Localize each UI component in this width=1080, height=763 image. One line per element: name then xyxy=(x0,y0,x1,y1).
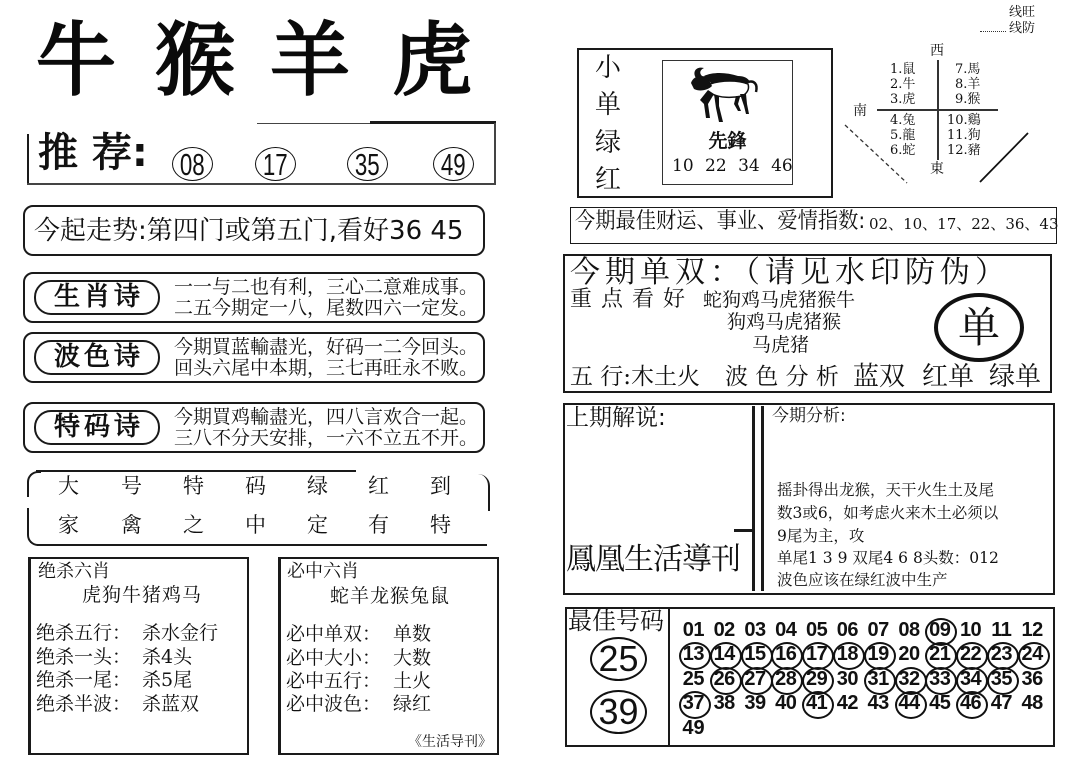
kill-item-value: 杀4头 xyxy=(142,646,193,668)
number-cell: 10 xyxy=(959,619,982,642)
legend-guard-line: 线防 xyxy=(1009,21,1036,36)
number-cell: 47 xyxy=(990,692,1012,715)
number-cell: 44 xyxy=(894,691,925,715)
number-cell: 11 xyxy=(991,619,1012,642)
number-cell: 13 xyxy=(678,642,709,666)
couplet-left-bracket-bottom xyxy=(27,508,41,546)
brand-title: 鳳凰生活導刊 xyxy=(566,542,740,577)
number-cell: 01 xyxy=(682,619,705,642)
single-double-title: 今期单双：（请见水印防伪） xyxy=(570,255,1010,290)
zodiac-direction-item: 7.馬 xyxy=(955,62,981,77)
ox-icon xyxy=(686,64,762,129)
number-cell: 05 xyxy=(805,619,828,642)
kill-item-label: 绝杀半波： xyxy=(36,693,132,715)
analysis-line: 波色应该在绿红波中生产 xyxy=(777,571,948,589)
analysis-line: 9尾为主，攻 xyxy=(777,527,865,545)
couplet-char: 特 xyxy=(183,474,204,498)
couplet-top-border xyxy=(36,470,356,472)
number-cell: 48 xyxy=(1021,692,1043,715)
focus-label: 重点看好 xyxy=(570,287,695,312)
best-pick-badge xyxy=(590,690,647,734)
compass-horizontal-axis xyxy=(877,109,998,111)
best-pick-number: 39 xyxy=(598,691,639,732)
kill-item-label: 绝杀一尾： xyxy=(36,669,132,691)
zodiac-direction-item: 8.羊 xyxy=(955,77,981,92)
analysis-divider xyxy=(752,406,755,591)
couplet-char: 大 xyxy=(58,474,79,498)
couplet-char: 定 xyxy=(307,513,328,537)
zodiac-direction-item: 10.鷄 xyxy=(947,113,981,128)
number-cell: 07 xyxy=(867,619,889,642)
legend-strong-line: 线旺 xyxy=(1009,5,1036,20)
poem-line: 今期買蓝輸盡光，好码一二今回头。 xyxy=(174,336,479,358)
number-cell: 19 xyxy=(863,642,894,666)
best-numbers-label: 最佳号码 xyxy=(568,607,664,635)
recommend-label: 推 荐: xyxy=(38,130,148,176)
analysis-line: 摇卦得出龙猴，天干火生土及尾 xyxy=(777,481,995,499)
recommend-number-badge xyxy=(347,147,388,181)
poem-line: 三八不分天安排，一六不立五不开。 xyxy=(174,427,479,449)
zodiac-direction-item: 5.龍 xyxy=(890,128,916,143)
number-cell: 22 xyxy=(955,642,986,666)
wave-analysis-label: 波 色 分 析 xyxy=(725,364,839,390)
number-cell: 43 xyxy=(867,692,889,715)
poem-line: 一一与二也有利，三心二意难成事。 xyxy=(174,276,479,298)
recommend-number: 17 xyxy=(263,146,288,182)
number-cell: 29 xyxy=(801,667,832,691)
poem-lines xyxy=(174,407,478,449)
number-cell: 23 xyxy=(986,642,1017,666)
number-cell: 24 xyxy=(1017,642,1048,666)
best-pick-badge xyxy=(590,637,647,681)
title-char-goat: 羊 xyxy=(270,13,350,107)
recommend-box-top-border xyxy=(257,123,372,124)
poem-lines xyxy=(174,337,478,379)
number-cell: 41 xyxy=(801,691,832,715)
poem-label: 生肖诗 xyxy=(34,280,160,315)
must-item-value: 绿红 xyxy=(393,693,432,715)
number-cell-cut-off xyxy=(678,717,709,739)
number-cell: 16 xyxy=(770,642,801,666)
five-elements: 五 行:木土火 xyxy=(570,364,701,390)
kill-box-title: 绝杀六肖 xyxy=(38,561,110,582)
number-cell: 38 xyxy=(713,692,735,715)
number-cell: 33 xyxy=(924,667,955,691)
color-box-side-char: 小 xyxy=(595,53,622,83)
fortune-label: 今期最佳财运、事业、爱情指数: xyxy=(575,209,866,234)
number-cell: 26 xyxy=(709,667,740,691)
compass-south: 南 xyxy=(853,103,867,119)
recommend-number-badge xyxy=(172,147,213,181)
poem-line: 回头六尾中本期，三七再旺永不败。 xyxy=(174,357,479,379)
color-box-side-char: 单 xyxy=(595,90,622,120)
wave-value: 红单 xyxy=(922,362,975,392)
title-char-tiger: 虎 xyxy=(392,13,472,107)
direction-diagonal-lines xyxy=(840,115,1040,190)
number-cell: 08 xyxy=(898,619,920,642)
title-char-ox: 牛 xyxy=(36,13,116,107)
wave-value: 蓝双 xyxy=(853,362,906,392)
couplet-left-bracket-top xyxy=(27,471,41,497)
number-cell: 14 xyxy=(709,642,740,666)
kill-item-value: 杀水金行 xyxy=(142,622,219,644)
best-pick-number: 25 xyxy=(598,638,639,679)
must-item-label: 必中大小： xyxy=(286,647,382,669)
number-cell: 32 xyxy=(894,667,925,691)
legend-dotted-line xyxy=(980,31,1006,32)
recommend-box-right-border xyxy=(494,123,496,184)
compass-west: 西 xyxy=(930,43,944,59)
number-cell: 40 xyxy=(775,692,797,715)
number-cell: 25 xyxy=(682,667,705,690)
number-cell: 18 xyxy=(832,642,863,666)
focus-zodiacs: 蛇狗鸡马虎猪猴牛 xyxy=(703,289,856,311)
number-cell: 27 xyxy=(740,667,771,691)
pioneer-caption: 先鋒 xyxy=(708,130,747,152)
number-cell: 49 xyxy=(682,717,705,739)
kill-item-value: 杀蓝双 xyxy=(142,693,200,715)
pioneer-numbers: 10 22 34 46 xyxy=(672,156,793,176)
zodiac-direction-item: 3.虎 xyxy=(890,92,916,107)
must-box-zodiacs: 蛇羊龙猴兔鼠 xyxy=(330,585,451,607)
analysis-tick xyxy=(734,529,752,532)
poem-label: 波色诗 xyxy=(34,340,160,375)
poem-line: 今期買鸡輸盡光，四八言欢合一起。 xyxy=(174,406,479,428)
recommend-box-bottom-border xyxy=(27,183,496,185)
number-cell: 28 xyxy=(770,667,801,691)
couplet-char: 家 xyxy=(58,513,79,537)
must-item-label: 必中单双： xyxy=(286,623,382,645)
zodiac-direction-item: 9.猴 xyxy=(955,92,981,107)
must-item-label: 必中五行： xyxy=(286,670,382,692)
last-issue-title: 上期解说: xyxy=(566,405,666,431)
single-stamp xyxy=(934,293,1024,362)
number-cell: 31 xyxy=(863,667,894,691)
couplet-char: 码 xyxy=(245,474,266,498)
recommend-number: 49 xyxy=(441,146,466,182)
color-box-side-char: 绿 xyxy=(595,128,622,158)
number-cell: 04 xyxy=(775,619,797,642)
analysis-divider xyxy=(761,406,764,591)
recommend-box-top-thick-border xyxy=(370,121,496,124)
number-cell: 17 xyxy=(801,642,832,666)
couplet-char: 之 xyxy=(183,513,204,537)
kill-item-label: 绝杀一头： xyxy=(36,646,132,668)
trend-box xyxy=(23,205,485,256)
number-cell: 06 xyxy=(836,619,858,642)
poem-box-wave-color xyxy=(23,332,485,383)
source-credit: 《生活导刊》 xyxy=(408,734,492,750)
must-item-value: 土火 xyxy=(393,670,432,692)
zodiac-direction-item: 11.狗 xyxy=(947,128,981,143)
current-analysis-title: 今期分析: xyxy=(772,406,846,426)
recommend-number-badge xyxy=(433,147,474,181)
number-cell: 45 xyxy=(929,692,951,715)
couplet-char: 红 xyxy=(368,474,389,498)
number-cell: 20 xyxy=(898,643,920,666)
must-item-value: 大数 xyxy=(393,647,432,669)
kill-item-label: 绝杀五行： xyxy=(36,622,132,644)
poem-lines xyxy=(174,277,478,319)
couplet-bottom-border xyxy=(37,544,487,546)
number-cell: 12 xyxy=(1021,619,1043,642)
recommend-number-badge xyxy=(255,147,296,181)
zodiac-direction-item: 12.豬 xyxy=(947,143,981,158)
number-cell: 35 xyxy=(986,667,1017,691)
couplet-char: 禽 xyxy=(121,513,142,537)
analysis-line: 单尾1 3 9 双尾4 6 8头数：012 xyxy=(777,549,999,567)
color-box-side-char: 红 xyxy=(595,165,622,195)
couplet-char: 特 xyxy=(430,513,451,537)
recommend-number: 35 xyxy=(355,146,380,182)
couplet-char: 有 xyxy=(368,513,389,537)
number-cell: 36 xyxy=(1021,667,1043,690)
must-item-value: 单数 xyxy=(393,623,432,645)
trend-text: 今起走势:第四门或第五门,看好36 45 xyxy=(34,216,464,246)
number-cell: 21 xyxy=(924,642,955,666)
must-box-title: 必中六肖 xyxy=(287,561,359,582)
number-grid xyxy=(678,618,1048,715)
zodiac-direction-item: 2.牛 xyxy=(890,77,916,92)
poem-line: 二五今期定一八，尾数四六一定发。 xyxy=(174,297,479,319)
number-cell: 37 xyxy=(678,691,709,715)
title-char-monkey: 猴 xyxy=(155,13,235,107)
compass-east: 東 xyxy=(930,161,944,177)
number-cell: 39 xyxy=(744,692,766,715)
number-cell: 15 xyxy=(740,642,771,666)
kill-item-value: 杀5尾 xyxy=(142,669,193,691)
wave-value: 绿单 xyxy=(989,362,1042,392)
poem-box-zodiac xyxy=(23,272,485,323)
focus-zodiacs: 马虎猪 xyxy=(752,334,810,356)
zodiac-direction-item: 4.兔 xyxy=(890,113,916,128)
number-cell: 09 xyxy=(924,618,955,642)
fortune-numbers: 02、10、17、22、36、43 xyxy=(869,215,1059,233)
couplet-char: 中 xyxy=(245,513,266,537)
focus-zodiacs: 狗鸡马虎猪猴 xyxy=(727,311,842,333)
couplet-char: 绿 xyxy=(307,474,328,498)
number-cell: 42 xyxy=(836,692,858,715)
number-cell: 03 xyxy=(744,619,766,642)
poem-label: 特码诗 xyxy=(34,410,160,445)
must-item-label: 必中波色： xyxy=(286,693,382,715)
number-cell: 02 xyxy=(713,619,735,642)
number-cell: 46 xyxy=(955,691,986,715)
best-numbers-divider xyxy=(668,608,670,746)
zodiac-direction-item: 1.鼠 xyxy=(890,62,916,77)
number-cell: 30 xyxy=(836,667,858,690)
recommend-number: 08 xyxy=(180,146,205,182)
couplet-right-bracket xyxy=(478,474,490,511)
number-cell: 34 xyxy=(955,667,986,691)
kill-box-zodiacs: 虎狗牛猪鸡马 xyxy=(82,584,203,606)
recommend-box-left-border xyxy=(27,134,29,184)
couplet-char: 号 xyxy=(121,474,142,498)
poem-box-special-code xyxy=(23,402,485,453)
analysis-line: 数3或6，如考虑火来木土必须以 xyxy=(777,504,999,522)
single-stamp-text: 单 xyxy=(957,302,1000,352)
zodiac-direction-item: 6.蛇 xyxy=(890,143,916,158)
couplet-char: 到 xyxy=(430,474,451,498)
